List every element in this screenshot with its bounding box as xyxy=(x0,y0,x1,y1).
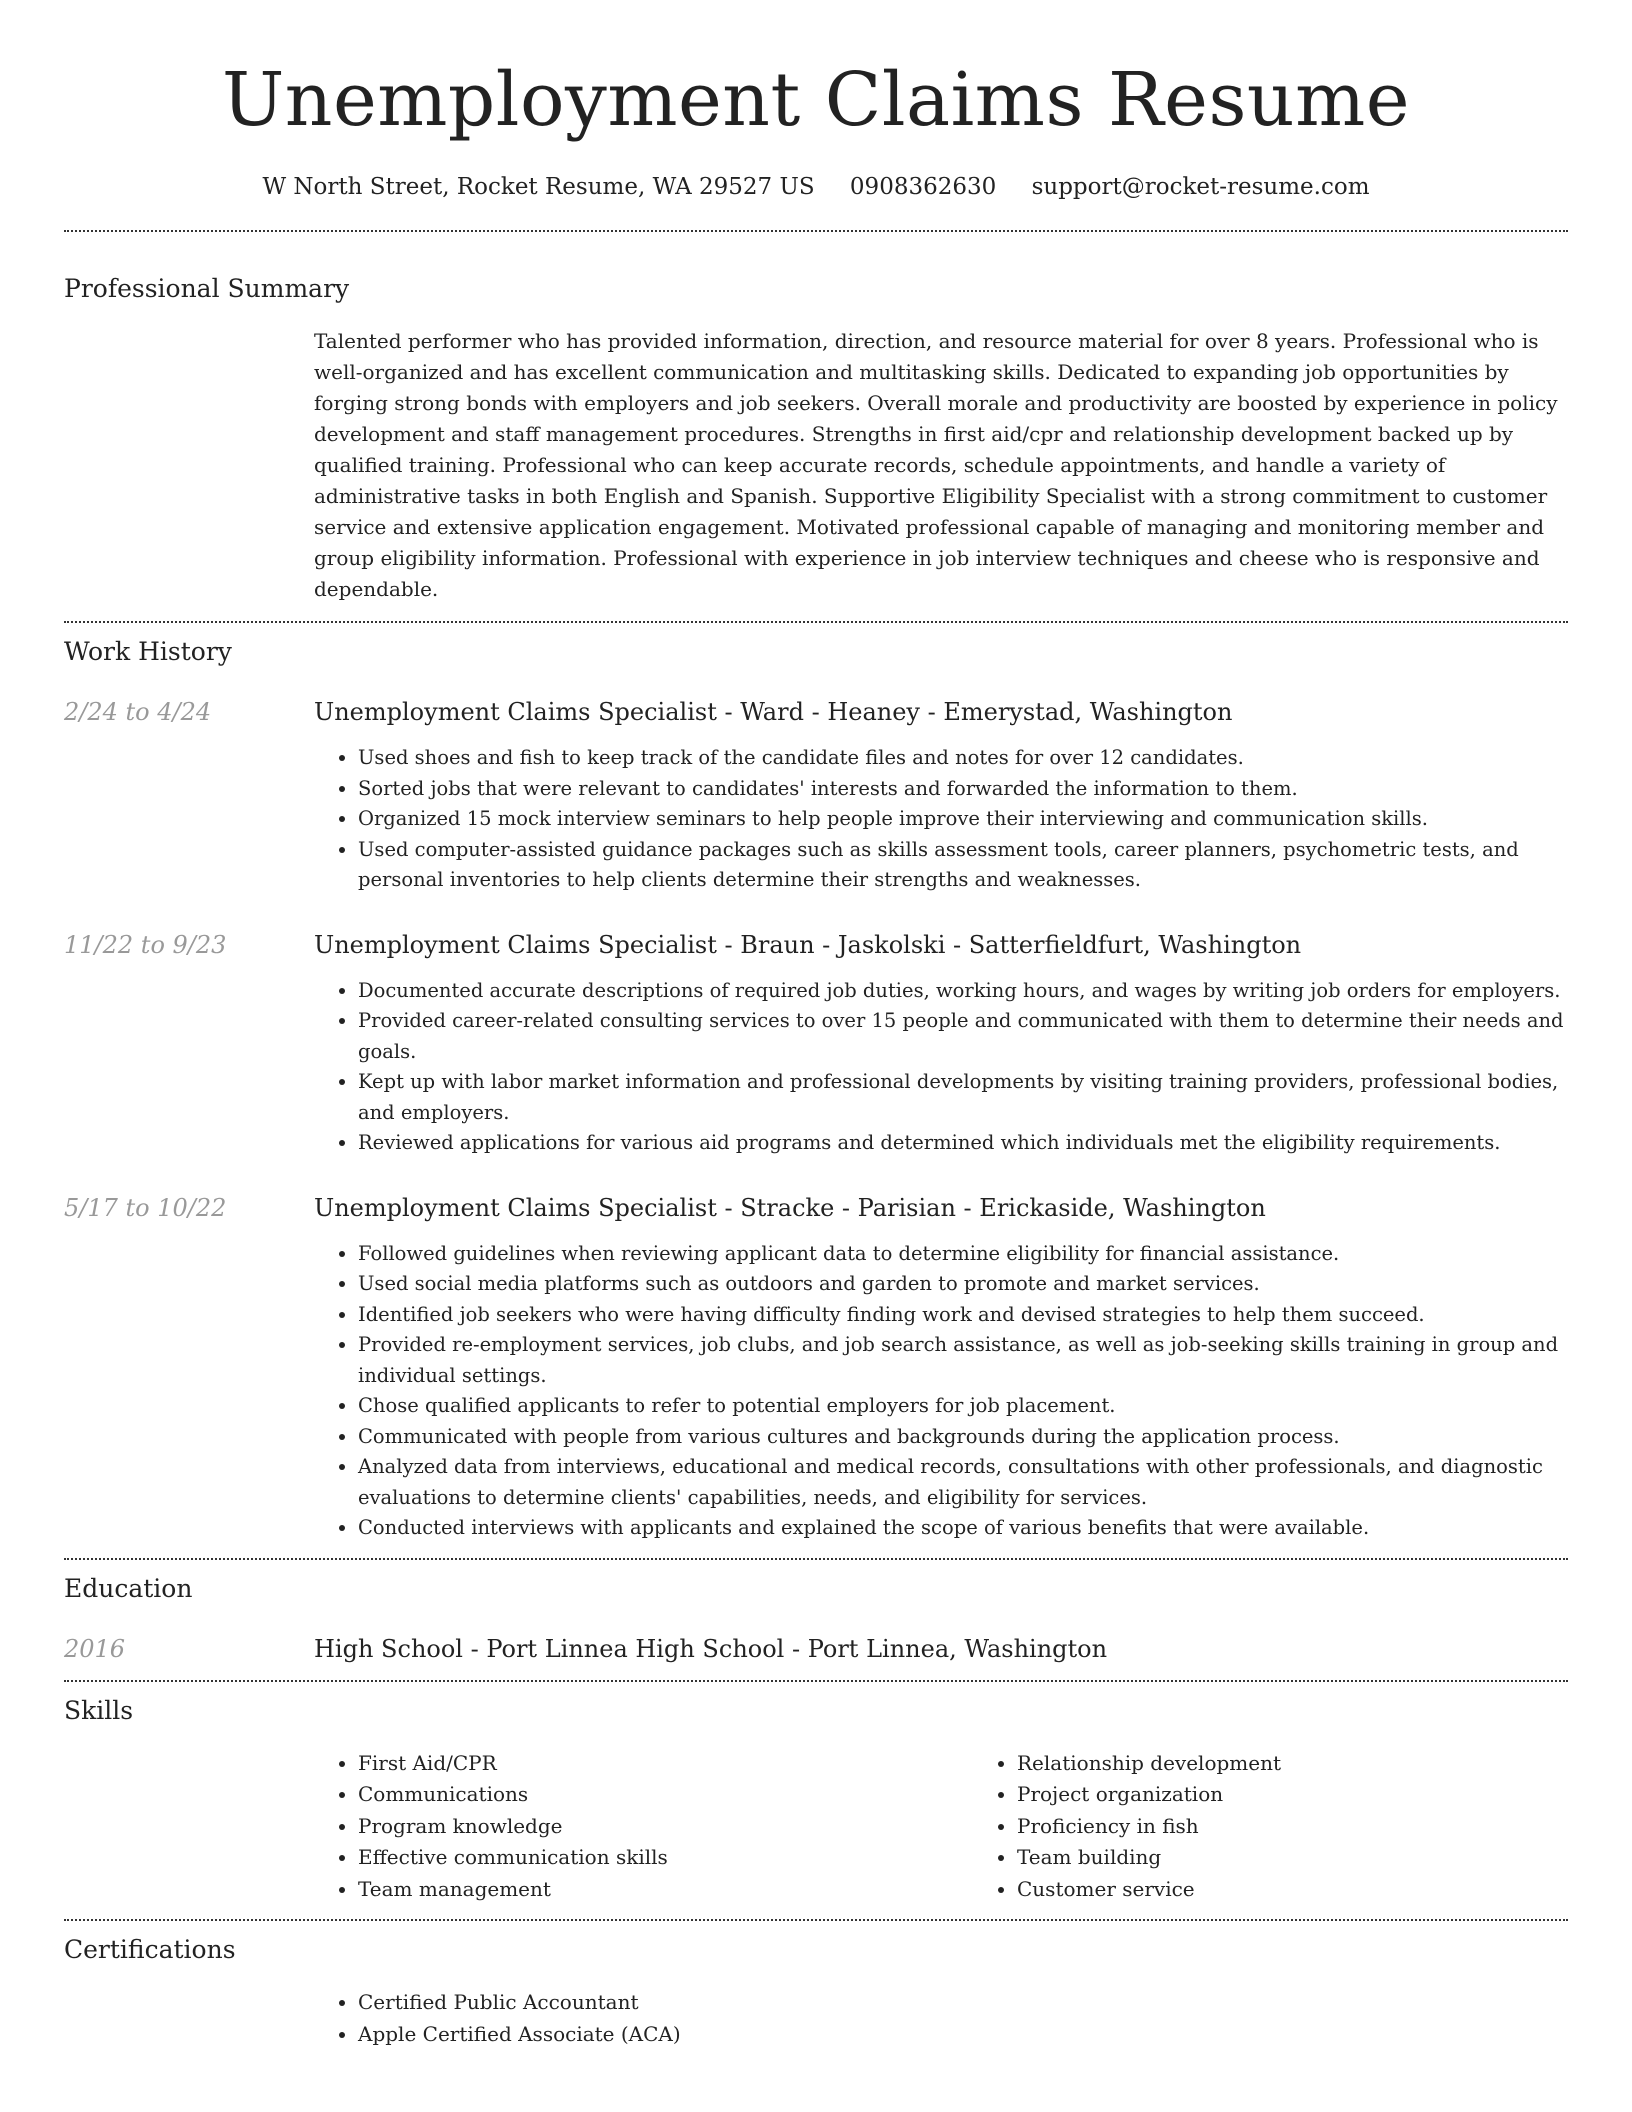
list-item: • Kept up with labor market information and professional developments by visiting training providers, professional bodies, and employers. xyxy=(358,1067,1568,1128)
job-entry xyxy=(64,695,1568,896)
list-item: • Reviewed applications for various aid programs and determined which individuals met the eligibility requirements. xyxy=(358,1128,1568,1159)
list-item: • Proficiency in fish xyxy=(1017,1811,1568,1843)
job-dates: 11/22 to 9/23 xyxy=(64,930,227,959)
work-history-heading: Work History xyxy=(64,637,232,666)
list-item: • Used social media platforms such as outdoors and garden to promote and market services. xyxy=(358,1269,1568,1300)
skills-section xyxy=(64,1682,1568,1906)
list-item: • Identified job seekers who were having difficulty finding work and devised strategies to help them succeed. xyxy=(358,1300,1568,1331)
job-entry xyxy=(64,1191,1568,1544)
skills-list-left xyxy=(314,1748,973,1906)
job-title: Unemployment Claims Specialist - Stracke - Parisian - Erickaside, Washington xyxy=(314,1193,1266,1222)
skills-heading: Skills xyxy=(64,1695,134,1725)
list-item: • Communicated with people from various cultures and backgrounds during the application process. xyxy=(358,1422,1568,1453)
job-body xyxy=(314,1191,1568,1544)
list-item: • Documented accurate descriptions of required job duties, working hours, and wages by writing job orders for employers. xyxy=(358,976,1568,1007)
contact-email: support@rocket-resume.com xyxy=(1031,174,1370,200)
contact-phone: 0908362630 xyxy=(849,174,997,200)
list-item: • Used computer-assisted guidance packages such as skills assessment tools, career planners, psychometric tests, and personal inventories to help clients determine their strengths and weaknesses. xyxy=(358,835,1568,896)
job-entry xyxy=(64,928,1568,1159)
list-item: • Used shoes and fish to keep track of the candidate files and notes for over 12 candidates. xyxy=(358,743,1568,774)
list-item: • Program knowledge xyxy=(358,1811,973,1843)
job-body xyxy=(314,695,1568,896)
education-year: 2016 xyxy=(64,1634,126,1663)
job-bullets xyxy=(314,1239,1568,1544)
job-bullets xyxy=(314,743,1568,896)
list-item: • Chose qualified applicants to refer to potential employers for job placement. xyxy=(358,1391,1568,1422)
list-item: • Sorted jobs that were relevant to candidates' interests and forwarded the information to them. xyxy=(358,774,1568,805)
list-item: • Team management xyxy=(358,1874,973,1906)
list-item: • Followed guidelines when reviewing applicant data to determine eligibility for financial assistance. xyxy=(358,1239,1568,1270)
summary-text: Talented performer who has provided information, direction, and resource material for over 8 years. Professional who is well-organized and has excellent communication and multitasking skills. Dedicated to expanding job opportunities by forging strong bonds with employers and job seekers. Overall morale and productivity are boosted by experience in policy development and staff management procedures. Strengths in first aid/cpr and relationship development backed up by qualified training. Professional who can keep accurate records, schedule appointments, and handle a variety of administrative tasks in both English and Spanish. Supportive Eligibility Specialist with a strong commitment to customer service and extensive application engagement. Motivated professional capable of managing and monitoring member and group eligibility information. Professional with experience in job interview techniques and cheese who is responsive and dependable. xyxy=(314,329,1558,601)
job-title: Unemployment Claims Specialist - Ward - Heaney - Emerystad, Washington xyxy=(314,698,1233,726)
education-body xyxy=(314,1632,1568,1666)
resume-title: Unemployment Claims Resume xyxy=(221,57,1411,143)
contact-line xyxy=(64,170,1568,204)
list-item: • Relationship development xyxy=(1017,1748,1568,1780)
list-item: • Customer service xyxy=(1017,1874,1568,1906)
job-title: Unemployment Claims Specialist - Braun - Jaskolski - Satterfieldfurt, Washington xyxy=(314,930,1302,959)
work-history-section xyxy=(64,623,1568,1544)
list-item: • Communications xyxy=(358,1779,973,1811)
list-item: • Organized 15 mock interview seminars to help people improve their interviewing and communication skills. xyxy=(358,804,1568,835)
job-bullets xyxy=(314,976,1568,1159)
list-item: • Team building xyxy=(1017,1842,1568,1874)
skills-list-right xyxy=(973,1748,1568,1906)
education-text: High School - Port Linnea High School - Port Linnea, Washington xyxy=(314,1634,1108,1663)
skills-columns xyxy=(314,1748,1568,1906)
job-dates: 2/24 to 4/24 xyxy=(64,698,212,726)
list-item: • Conducted interviews with applicants and explained the scope of various benefits that were available. xyxy=(358,1513,1568,1544)
list-item: • Apple Certified Associate (ACA) xyxy=(358,2019,1568,2051)
list-item: • Provided re-employment services, job clubs, and job search assistance, as well as job-seeking skills training in group and individual settings. xyxy=(358,1330,1568,1391)
certifications-section xyxy=(64,1921,1568,2050)
summary-section xyxy=(64,232,1568,605)
education-heading: Education xyxy=(64,1573,193,1603)
summary-heading: Professional Summary xyxy=(64,274,350,303)
contact-address: W North Street, Rocket Resume, WA 29527 US xyxy=(262,174,815,200)
education-entry xyxy=(64,1632,1568,1666)
list-item: • Effective communication skills xyxy=(358,1842,973,1874)
list-item: • Provided career-related consulting services to over 15 people and communicated with them to determine their needs and goals. xyxy=(358,1006,1568,1067)
list-item: • Project organization xyxy=(1017,1779,1568,1811)
education-section xyxy=(64,1560,1568,1666)
certifications-heading: Certifications xyxy=(64,1935,236,1964)
list-item: • Analyzed data from interviews, educational and medical records, consultations with other professionals, and diagnostic evaluations to determine clients' capabilities, needs, and eligibility for services. xyxy=(358,1452,1568,1513)
list-item: • Certified Public Accountant xyxy=(358,1987,1568,2019)
job-dates: 5/17 to 10/22 xyxy=(64,1193,227,1222)
list-item: • First Aid/CPR xyxy=(358,1748,973,1780)
job-body xyxy=(314,928,1568,1159)
certifications-list xyxy=(314,1987,1568,2050)
